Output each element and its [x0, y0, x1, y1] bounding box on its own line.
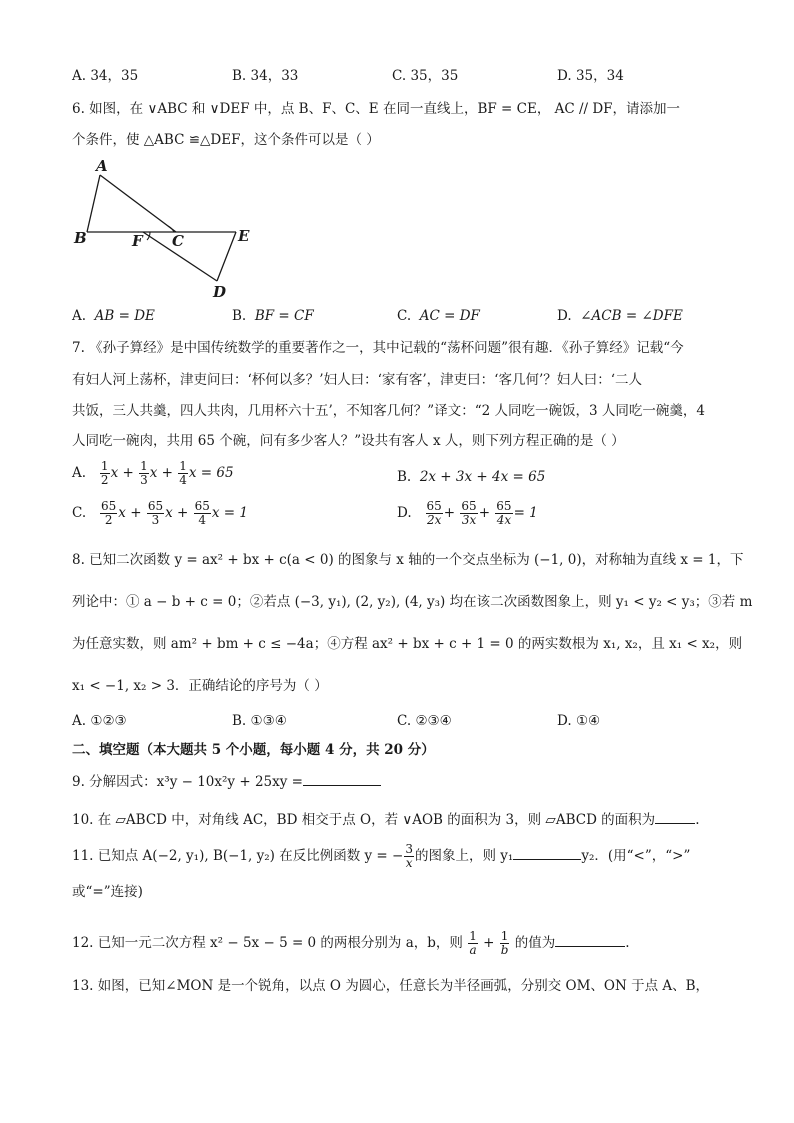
q7-option-c: C. $\frac{65}{2}$ x + $\frac{65}{3}$ x + $\frac{65}{4}$ x = 1 [72, 499, 248, 527]
q6-option-c: C. AC = DF [397, 308, 480, 324]
section-heading-fill-in: 二、填空题（本大题共 5 个小题，每小题 4 分，共 20 分） [72, 742, 435, 758]
q7-stem-line2: 有妇人河上荡杯，津吏问曰：‘杯何以多？’妇人曰：‘家有客’，津吏曰：‘客几何’？妇人曰：‘二人 [72, 372, 643, 388]
q8-option-c: C. ②③④ [397, 713, 452, 729]
q6-option-d: D. ∠ACB = ∠DFE [557, 308, 683, 324]
q13-line1: 13. 如图，已知∠MON 是一个锐角，以点 O 为圆心，任意长为半径画弧，分别交 OM、ON 于点 A、B， [72, 978, 710, 994]
q7-option-d: D. $\frac{65}{2x}$ + $\frac{65}{3x}$ + $\frac{65}{4x}$ = 1 [397, 499, 538, 527]
q8-option-a: A. ①②③ [72, 713, 127, 729]
segment-ed [217, 232, 236, 281]
q7-option-b: B. 2x + 3x + 4x = 65 [397, 469, 546, 485]
label-a: A [96, 160, 108, 175]
q8-stem-line2: 列论中：① a − b + c = 0；②若点 (−3, y₁), (2, y₂), (4, y₃) 均在该二次函数图象上，则 y₁ < y₂ < y₃；③若 m [72, 594, 753, 610]
q6-triangle-figure [70, 160, 270, 300]
q5-option-a: A. 34，35 [72, 68, 139, 84]
q6-option-b: B. BF = CF [232, 308, 314, 324]
q7-option-a: A. $\frac{1}{2}$ x + $\frac{1}{3}$ x + $\frac{1}{4}$ x = 65 [72, 459, 234, 487]
segment-ab [87, 175, 100, 232]
q11-answer-blank [513, 847, 581, 860]
q10-line: 10. 在 ▱ABCD 中，对角线 AC，BD 相交于点 O，若 ∨AOB 的面积为 3，则 ▱ABCD 的面积为 . [72, 812, 700, 828]
q8-option-d: D. ①④ [557, 713, 601, 729]
q8-stem-line3: 为任意实数，则 am² + bm + c ≤ −4a；④方程 ax² + bx + c + 1 = 0 的两实数根为 x₁, x₂，且 x₁ < x₂，则 [72, 636, 743, 652]
q10-answer-blank [655, 811, 695, 824]
q8-stem-line1: 8. 已知二次函数 y = ax² + bx + c(a < 0) 的图象与 x 轴的一个交点坐标为 (−1, 0)，对称轴为直线 x = 1，下 [72, 552, 744, 568]
q8-option-b: B. ①③④ [232, 713, 287, 729]
q6-stem-line2: 个条件，使 △ABC ≌△DEF，这个条件可以是（ ） [72, 132, 380, 148]
label-d: D [213, 283, 227, 300]
q5-option-d: D. 35，34 [557, 68, 624, 84]
label-f: F [132, 232, 143, 250]
segment-ac [100, 175, 176, 232]
q7-stem-line3: 共饭，三人共羹，四人共肉，几用杯六十五’，不知客几何？”译文：“2 人同吃一碗饭，3 人同吃一碗羹，4 [72, 403, 705, 419]
label-c: C [172, 232, 184, 250]
label-e: E [238, 227, 250, 245]
q8-stem-line4: x₁ < −1, x₂ > 3．正确结论的序号为（ ） [72, 678, 328, 694]
q9-line: 9. 分解因式：x³y − 10x²y + 25xy = [72, 772, 381, 792]
q12-line: 12. 已知一元二次方程 x² − 5x − 5 = 0 的两根分别为 a，b，则 $\frac{1}{a}$ + $\frac{1}{b}$ 的值为 . [72, 929, 630, 957]
q12-answer-blank [555, 934, 625, 947]
label-b: B [74, 229, 87, 247]
q7-stem-line1: 7. 《孙子算经》是中国传统数学的重要著作之一，其中记载的“荡杯问题”很有趣．《孙子算经》记载“今 [72, 340, 684, 356]
q6-stem-line1: 6. 如图，在 ∨ABC 和 ∨DEF 中，点 B、F、C、E 在同一直线上，BF = CE， AC // DF，请添加一 [72, 101, 681, 117]
q7-stem-line4: 人同吃一碗肉，共用 65 个碗，问有多少客人？”设共有客人 x 人，则下列方程正确的是（ ） [72, 433, 625, 449]
q6-option-a: A. AB = DE [72, 308, 155, 324]
q5-option-b: B. 34，33 [232, 68, 299, 84]
q5-option-c: C. 35，35 [392, 68, 459, 84]
q11-line2: 或“=”连接) [72, 884, 143, 900]
q11-line1: 11. 已知点 A(−2, y₁), B(−1, y₂) 在反比例函数 y = − $\frac{3}{x}$ 的图象上，则 y₁ y₂．(用“<”，“>” [72, 842, 691, 870]
q9-answer-blank [303, 773, 381, 786]
